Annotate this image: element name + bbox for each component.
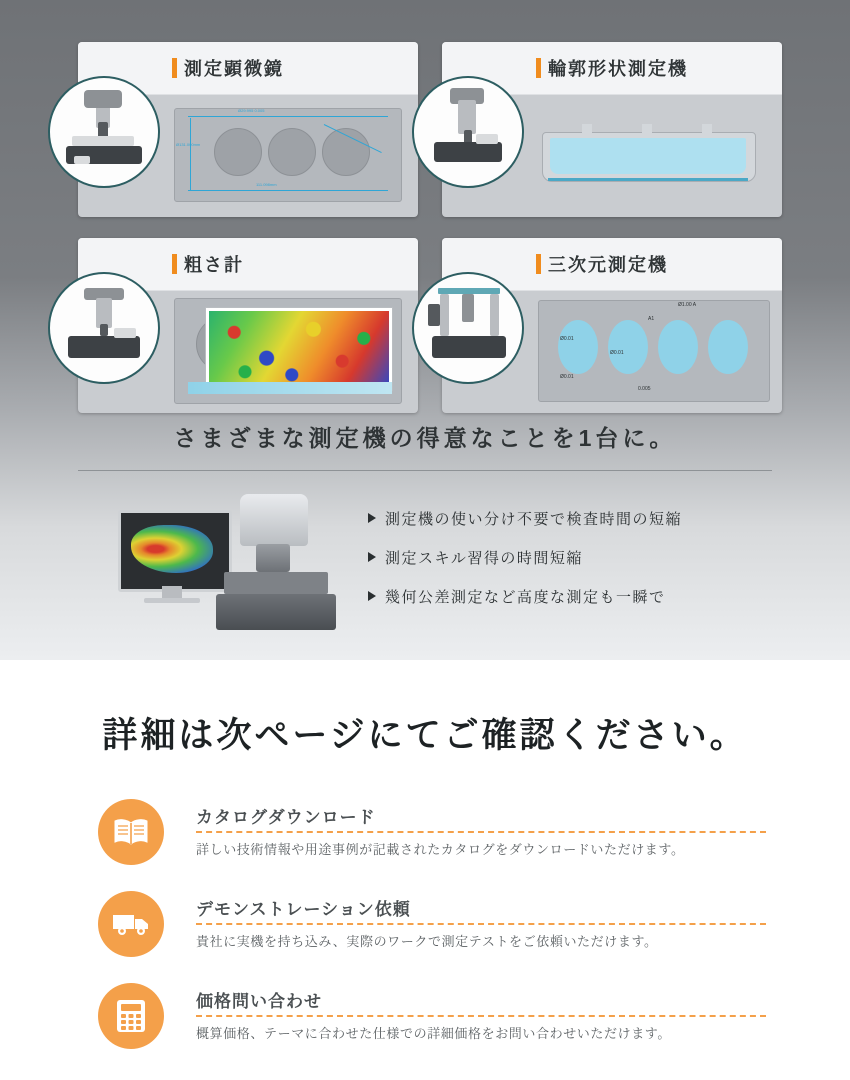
device-badge-cmm (412, 272, 524, 384)
cta-heading: 詳細は次ページにてご確認ください。 (102, 716, 748, 755)
device-badge-measuring-microscope (48, 76, 160, 188)
cmm-feature (558, 320, 598, 374)
measurement-machine-photo (214, 492, 340, 637)
product-photo (118, 492, 348, 637)
action-desc-catalog: 詳しい技術情報や用途事例が記載されたカタログをダウンロードいただけます。 (196, 842, 685, 857)
action-item-catalog[interactable] (98, 795, 768, 887)
action-title-demo: デモンストレーション依頼 (196, 900, 411, 919)
contour-notch (702, 124, 712, 138)
card-title-cmm: 三次元測定機 (548, 255, 668, 275)
card-title-roughness: 粗さ計 (184, 255, 244, 275)
benefit-item (368, 586, 788, 607)
action-item-demo[interactable] (98, 887, 768, 979)
tolerance-label: 0.005 (638, 386, 651, 392)
contour-trace-fill (550, 138, 746, 174)
device-badge-roughness-tester (48, 272, 160, 384)
triangle-bullet-icon (368, 552, 376, 562)
dimension-label: Ø131.000mm (176, 142, 201, 147)
tray-hole (214, 128, 262, 176)
dimension-line (190, 118, 191, 190)
catalog-book-icon[interactable] (98, 799, 164, 865)
tolerance-label: Ø0.01 (560, 336, 574, 342)
action-divider (196, 1015, 766, 1017)
card-title-microscope: 測定顕微鏡 (184, 59, 284, 79)
title-accent-bar (536, 58, 541, 78)
action-list (98, 795, 768, 1071)
machine-cards-area (0, 0, 850, 400)
action-title-pricing: 価格問い合わせ (196, 992, 322, 1011)
dimension-label: Ø29.995 0.005 (238, 108, 265, 113)
section-divider (78, 470, 772, 471)
tray-hole (268, 128, 316, 176)
action-item-pricing[interactable] (98, 979, 768, 1071)
benefit-block (0, 486, 850, 646)
bottom-section (0, 660, 850, 1080)
calculator-icon[interactable] (98, 983, 164, 1049)
cmm-feature (658, 320, 698, 374)
contour-notch (582, 124, 592, 138)
action-title-catalog: カタログダウンロード (196, 808, 376, 827)
roughness-profile-line (188, 382, 392, 394)
action-divider (196, 923, 766, 925)
dimension-line (188, 190, 388, 191)
triangle-bullet-icon (368, 591, 376, 601)
tagline: さまざまな測定機の得意なことを1台に。 (173, 425, 677, 451)
tolerance-label: Ø0.01 (560, 374, 574, 380)
title-accent-bar (172, 254, 177, 274)
3d-surface-plot (131, 525, 213, 573)
truck-icon[interactable] (98, 891, 164, 957)
benefit-list (368, 508, 788, 625)
benefit-text: 測定機の使い分け不要で検査時間の短縮 (385, 511, 683, 528)
title-accent-bar (172, 58, 177, 78)
action-desc-demo: 貴社に実機を持ち込み、実際のワークで測定テストをご依頼いただけます。 (196, 934, 658, 949)
benefit-text: 幾何公差測定など高度な測定も一瞬で (385, 589, 666, 606)
device-badge-contour-machine (412, 76, 524, 188)
dimension-label: 111.098mm (256, 182, 277, 187)
tolerance-label: A1 (648, 316, 655, 322)
contour-notch (642, 124, 652, 138)
title-accent-bar (536, 254, 541, 274)
dimension-line (188, 116, 388, 117)
tolerance-label: Ø1.00 A (678, 302, 697, 308)
monitor-foot (144, 598, 200, 603)
card-title-contour: 輪郭形状測定機 (548, 59, 688, 79)
benefit-text: 測定スキル習得の時間短縮 (385, 550, 583, 567)
action-desc-pricing: 概算価格、テーマに合わせた仕様での詳細価格をお問い合わせいただけます。 (196, 1026, 671, 1041)
cmm-feature (608, 320, 648, 374)
benefit-item (368, 547, 788, 568)
action-divider (196, 831, 766, 833)
benefit-item (368, 508, 788, 529)
cmm-feature (708, 320, 748, 374)
triangle-bullet-icon (368, 513, 376, 523)
tolerance-label: Ø0.01 (610, 350, 624, 356)
roughness-heatmap (206, 308, 392, 390)
contour-baseline (548, 178, 748, 181)
